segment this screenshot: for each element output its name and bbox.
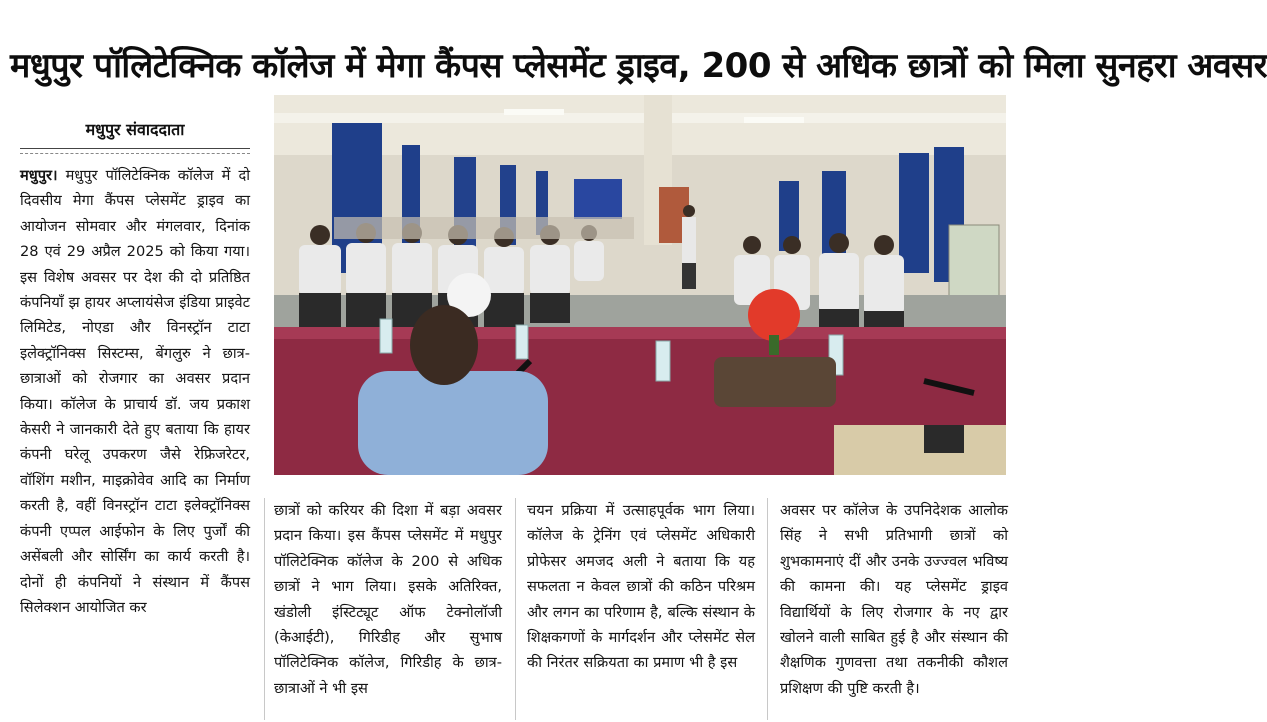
article-column-4: अवसर पर कॉलेज के उपनिदेशक आलोक सिंह ने सभी प्रतिभागी छात्रों को शुभकामनाएं दीं और उनके उज्ज्वल भविष्य की कामना की। यह प्लेसमेंट ड्राइव विद्यार्थियों के लिए रोजगार के नए द्वार खोलने वाली साबित हुई है और संस्थान की शैक्षणिक गुणवत्ता तथा तकनीकी कौशल प्रशिक्षण की पुष्टि करती है। xyxy=(780,502,1008,697)
byline-block xyxy=(20,112,250,154)
column-divider xyxy=(515,498,516,720)
headline: मधुपुर पॉलिटेक्निक कॉलेज में मेगा कैंपस प्लेसमेंट ड्राइव, 200 से अधिक छात्रों को मिला सुनहरा अवसर xyxy=(10,45,1267,86)
dateline: मधुपुर। xyxy=(20,167,58,184)
article-column-3: चयन प्रक्रिया में उत्साहपूर्वक भाग लिया। कॉलेज के ट्रेनिंग एवं प्लेसमेंट अधिकारी प्रोफेसर अमजद अली ने बताया कि यह सफलता न केवल छात्रों की कठिन परिश्रम और लगन का परिणाम है, बल्कि संस्थान के शिक्षकगणों के मार्गदर्शन और प्लेसमेंट सेल की निरंतर सक्रियता का प्रमाण भी है इस xyxy=(527,502,755,672)
article-column-2: छात्रों को करियर की दिशा में बड़ा अवसर प्रदान किया। इस कैंपस प्लेसमेंट में मधुपुर पॉलिटेक्निक कॉलेज के 200 से अधिक छात्रों ने भाग लिया। इसके अतिरिक्त, खंडोली इंस्टिट्यूट ऑफ टेक्नोलॉजी (केआईटी), गिरिडीह और सुभाष पॉलिटेक्निक कॉलेज, गिरिडीह के छात्र-छात्राओं ने भी इस xyxy=(274,502,502,697)
article-column-1 xyxy=(20,163,250,719)
column-1-text: मधुपुर पॉलिटेक्निक कॉलेज में दो दिवसीय मेगा कैंपस प्लेसमेंट ड्राइव का आयोजन सोमवार और मंगलवार, दिनांक 28 एवं 29 अप्रैल 2025 को किया गया। इस विशेष अवसर पर देश की दो प्रतिष्ठित कंपनियाँ झ हायर अप्लायंसेज इंडिया प्राइवेट लिमिटेड, नोएडा और विनस्ट्रॉन टाटा इलेक्ट्रॉनिक्स सिस्टम्स, बेंगलुरु ने छात्र-छात्राओं को रोजगार का अवसर प्रदान किया। कॉलेज के प्राचार्य डॉ. जय प्रकाश केसरी ने जानकारी देते हुए बताया कि हायर कंपनी घरेलू उपकरण जैसे रेफ्रिजरेटर, वॉशिंग मशीन, माइक्रोवेव आदि का निर्माण करती है, वहीं विनस्ट्रॉन टाटा इलेक्ट्रॉनिक्स कंपनी एप्पल आईफोन के लिए पुर्जों की असेंबली और सोर्सिंग का कार्य करती है। दोनों ही कंपनियों ने संस्थान में कैंपस सिलेक्शन आयोजित कर xyxy=(20,167,250,616)
event-photo-drawing xyxy=(274,95,1006,475)
column-divider xyxy=(264,498,265,720)
event-photo xyxy=(274,95,1006,475)
byline-rule-dashed xyxy=(20,153,250,154)
byline-rule xyxy=(20,148,250,149)
column-divider xyxy=(767,498,768,720)
byline: मधुपुर संवाददाता xyxy=(85,120,185,139)
